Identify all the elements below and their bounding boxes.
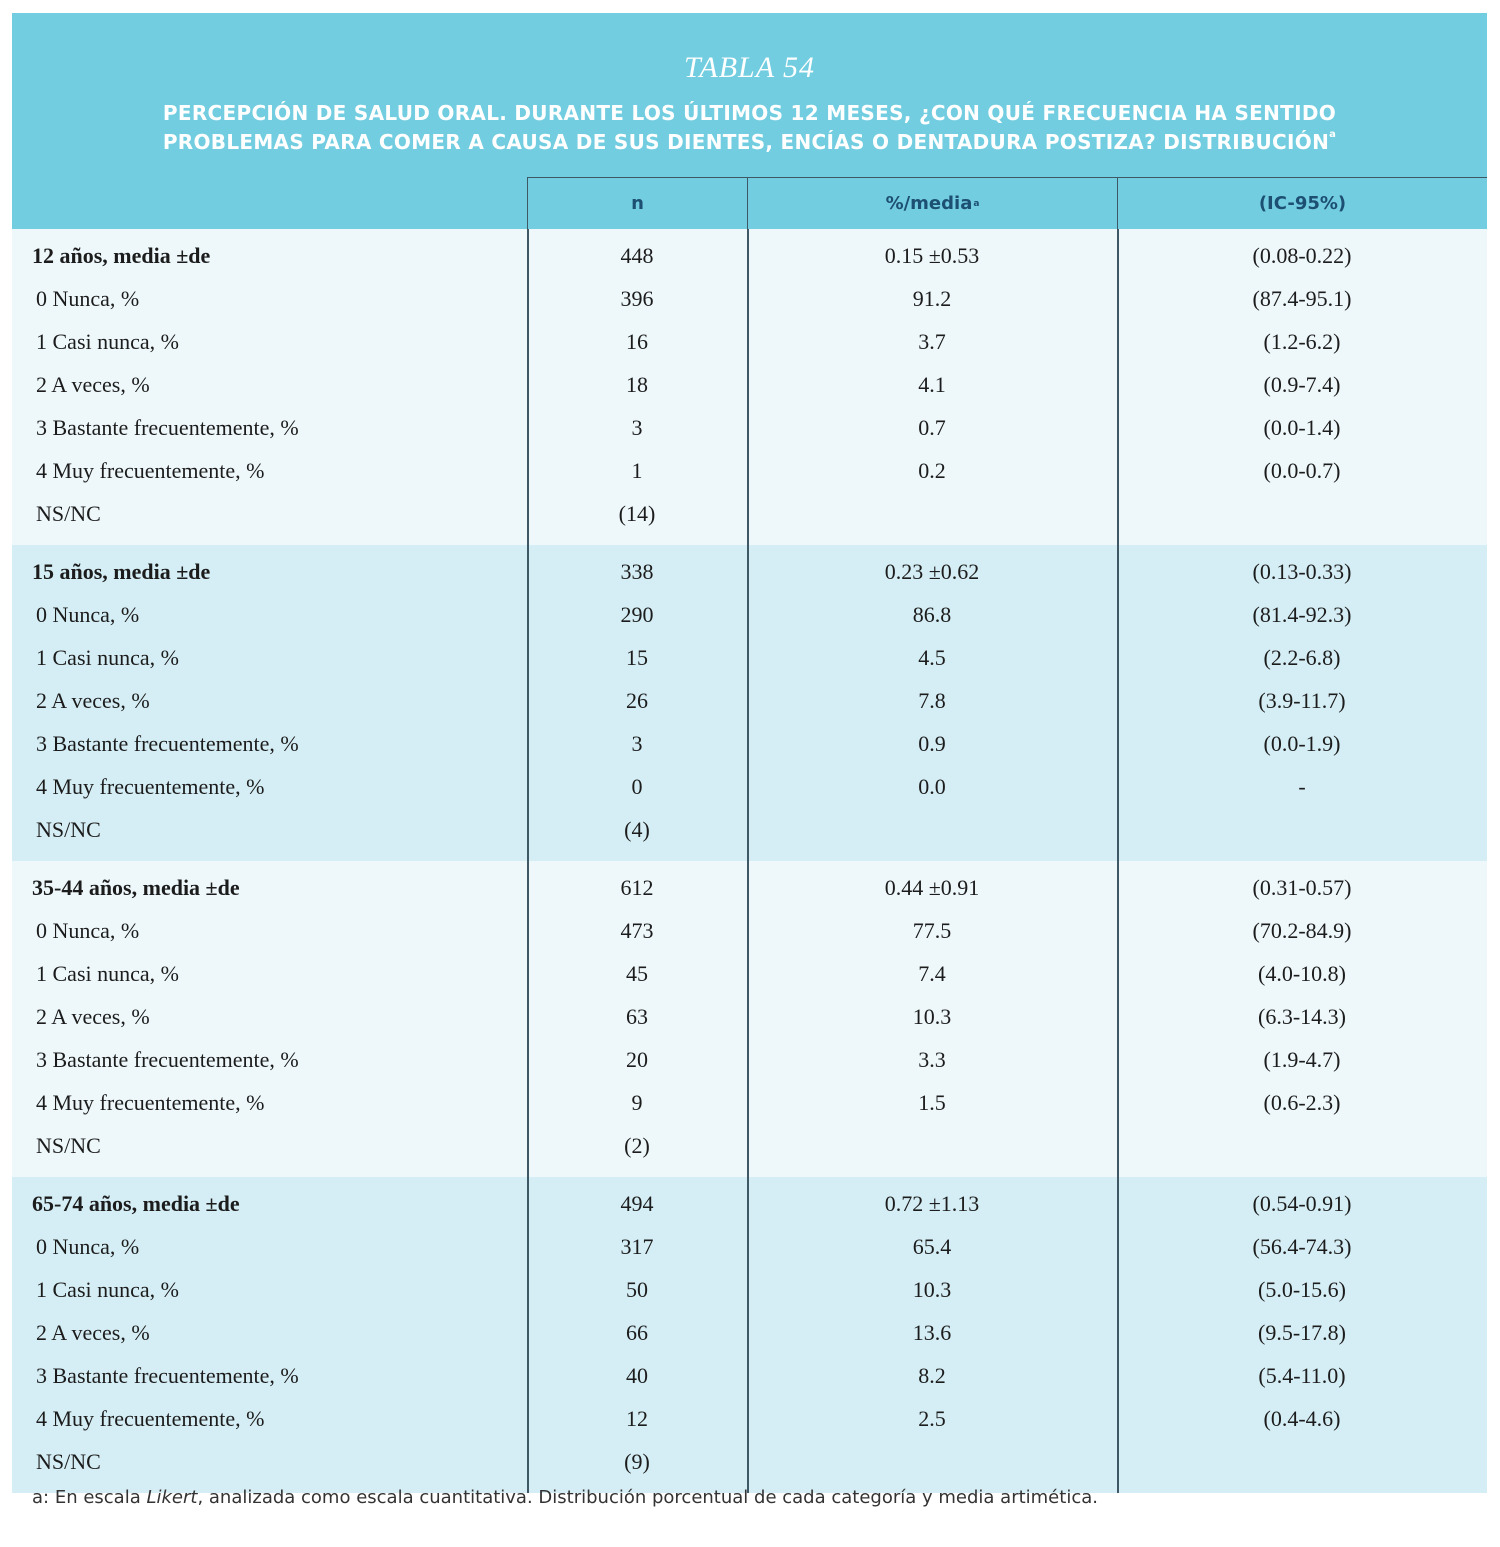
cell-pct: 86.8	[912, 602, 952, 627]
cell-n: (9)	[624, 1449, 650, 1474]
cell-ci: -	[1298, 774, 1306, 799]
cell-ci: (0.31-0.57)	[1252, 875, 1352, 900]
cell-n: 448	[620, 243, 654, 268]
table-row	[12, 1081, 1487, 1124]
column-divider	[1117, 229, 1119, 1493]
cell-ci: (1.2-6.2)	[1263, 329, 1341, 354]
row-label: 4 Muy frecuentemente, %	[36, 774, 265, 799]
cell-ci: (87.4-95.1)	[1252, 286, 1352, 311]
cell-n: 317	[620, 1234, 654, 1259]
table-row	[12, 765, 1487, 808]
table-row	[12, 1268, 1487, 1311]
cell-n: 3	[631, 415, 643, 440]
column-header-pct: %/media a	[747, 177, 1117, 229]
row-label: 0 Nunca, %	[36, 286, 140, 311]
row-label: 3 Bastante frecuentemente, %	[36, 1047, 299, 1072]
table-row	[12, 1225, 1487, 1268]
cell-pct: 10.3	[912, 1004, 952, 1029]
cell-n: 40	[626, 1363, 648, 1388]
cell-pct: 0.72 ±1.13	[884, 1191, 980, 1216]
cell-n: 18	[626, 372, 648, 397]
cell-n: 45	[626, 961, 648, 986]
cell-n: 9	[631, 1090, 643, 1115]
cell-n: (2)	[624, 1133, 650, 1158]
cell-pct: 0.0	[918, 774, 946, 799]
row-label: 0 Nunca, %	[36, 1234, 140, 1259]
table-row	[12, 679, 1487, 722]
cell-n: (14)	[618, 501, 656, 526]
table-title	[52, 99, 1447, 157]
cell-n: (4)	[624, 817, 650, 842]
cell-pct: 0.2	[918, 458, 946, 483]
table-row	[12, 406, 1487, 449]
table-row	[12, 722, 1487, 765]
table-row	[12, 1354, 1487, 1397]
table-row	[12, 277, 1487, 320]
cell-pct: 3.3	[918, 1047, 946, 1072]
column-header-ci: (IC-95%)	[1117, 177, 1487, 229]
cell-n: 16	[626, 329, 648, 354]
table-row	[12, 1440, 1487, 1483]
title-footnote-mark: a	[1329, 129, 1337, 140]
cell-ci: (5.0-15.6)	[1258, 1277, 1346, 1302]
cell-pct: 8.2	[918, 1363, 946, 1388]
table-row	[12, 492, 1487, 535]
table-row	[12, 545, 1487, 593]
row-label: 0 Nunca, %	[36, 918, 140, 943]
table-row	[12, 861, 1487, 909]
table-section	[12, 1177, 1487, 1493]
title-line-1: PERCEPCIÓN DE SALUD ORAL. DURANTE LOS ÚLTIMOS 12 MESES, ¿CON QUÉ FRECUENCIA HA SENTIDO	[162, 101, 1337, 125]
row-label: 2 A veces, %	[36, 1320, 150, 1345]
cell-ci: (56.4-74.3)	[1252, 1234, 1352, 1259]
footnote-italic: Likert	[146, 1487, 198, 1508]
cell-pct: 0.44 ±0.91	[884, 875, 980, 900]
cell-n: 3	[631, 731, 643, 756]
cell-pct: 0.15 ±0.53	[884, 243, 980, 268]
table-row	[12, 995, 1487, 1038]
cell-pct: 2.5	[918, 1406, 946, 1431]
table-row	[12, 449, 1487, 492]
cell-ci: (9.5-17.8)	[1258, 1320, 1346, 1345]
row-label: 4 Muy frecuentemente, %	[36, 458, 265, 483]
cell-n: 26	[626, 688, 648, 713]
title-line-2: PROBLEMAS PARA COMER A CAUSA DE SUS DIENTES, ENCÍAS O DENTADURA POSTIZA? DISTRIBUCIÓN	[162, 130, 1330, 154]
row-label: 4 Muy frecuentemente, %	[36, 1090, 265, 1115]
cell-ci: (0.54-0.91)	[1252, 1191, 1352, 1216]
table-row	[12, 909, 1487, 952]
table-row	[12, 1311, 1487, 1354]
row-label: 2 A veces, %	[36, 1004, 150, 1029]
cell-pct: 3.7	[918, 329, 946, 354]
row-label: 1 Casi nunca, %	[36, 645, 179, 670]
table-row	[12, 320, 1487, 363]
data-table	[12, 13, 1487, 1493]
cell-pct: 65.4	[912, 1234, 952, 1259]
cell-pct: 77.5	[912, 918, 952, 943]
row-label: 35-44 años, media ±de	[32, 875, 240, 900]
cell-pct: 10.3	[912, 1277, 952, 1302]
row-label: 2 A veces, %	[36, 372, 150, 397]
table-row	[12, 1177, 1487, 1225]
column-header-n: n	[527, 177, 747, 229]
cell-pct: 0.23 ±0.62	[884, 559, 980, 584]
row-label: 15 años, media ±de	[32, 559, 211, 584]
cell-ci: (0.0-1.4)	[1263, 415, 1341, 440]
cell-ci: (3.9-11.7)	[1258, 688, 1346, 713]
cell-ci: (0.6-2.3)	[1263, 1090, 1341, 1115]
cell-pct: 0.7	[918, 415, 946, 440]
cell-ci: (2.2-6.8)	[1263, 645, 1341, 670]
row-label: NS/NC	[36, 501, 101, 526]
table-row	[12, 636, 1487, 679]
table-row	[12, 1397, 1487, 1440]
cell-ci: (5.4-11.0)	[1258, 1363, 1346, 1388]
row-label: 1 Casi nunca, %	[36, 329, 179, 354]
table-section	[12, 229, 1487, 545]
table-row	[12, 1038, 1487, 1081]
cell-pct: 13.6	[912, 1320, 952, 1345]
table-label: TABLA 54	[683, 51, 816, 84]
row-label: 12 años, media ±de	[32, 243, 211, 268]
row-label: 2 A veces, %	[36, 688, 150, 713]
cell-ci: (70.2-84.9)	[1252, 918, 1352, 943]
row-label: 65-74 años, media ±de	[32, 1191, 240, 1216]
cell-n: 63	[626, 1004, 648, 1029]
row-label: NS/NC	[36, 817, 101, 842]
cell-n: 20	[626, 1047, 648, 1072]
footnote: a: En escala Likert, analizada como escala cuantitativa. Distribución porcentual de cada categoría y media artimética.	[32, 1487, 1098, 1508]
cell-pct: 4.5	[918, 645, 946, 670]
cell-pct: 7.8	[918, 688, 946, 713]
table-row	[12, 593, 1487, 636]
cell-ci: (6.3-14.3)	[1258, 1004, 1346, 1029]
row-label: 3 Bastante frecuentemente, %	[36, 415, 299, 440]
cell-n: 290	[620, 602, 654, 627]
table-section	[12, 545, 1487, 861]
row-label: 0 Nunca, %	[36, 602, 140, 627]
cell-pct: 4.1	[918, 372, 946, 397]
row-label: NS/NC	[36, 1133, 101, 1158]
cell-n: 612	[620, 875, 654, 900]
cell-pct: 1.5	[918, 1090, 946, 1115]
cell-n: 396	[620, 286, 654, 311]
cell-n: 494	[620, 1191, 654, 1216]
cell-n: 15	[626, 645, 648, 670]
table-header	[12, 13, 1487, 229]
cell-ci: (0.08-0.22)	[1252, 243, 1352, 268]
cell-ci: (0.0-1.9)	[1263, 731, 1341, 756]
cell-n: 338	[620, 559, 654, 584]
row-label: NS/NC	[36, 1449, 101, 1474]
table-body	[12, 229, 1487, 1493]
table-row	[12, 229, 1487, 277]
cell-ci: (0.9-7.4)	[1263, 372, 1341, 397]
cell-ci: (1.9-4.7)	[1263, 1047, 1341, 1072]
row-label: 4 Muy frecuentemente, %	[36, 1406, 265, 1431]
cell-ci: (4.0-10.8)	[1258, 961, 1346, 986]
cell-n: 0	[631, 774, 643, 799]
table-row	[12, 1124, 1487, 1167]
cell-pct: 91.2	[912, 286, 952, 311]
table-row	[12, 808, 1487, 851]
cell-n: 1	[631, 458, 643, 483]
cell-n: 473	[620, 918, 654, 943]
cell-pct: 0.9	[918, 731, 946, 756]
table-row	[12, 363, 1487, 406]
row-label: 1 Casi nunca, %	[36, 1277, 179, 1302]
cell-ci: (0.4-4.6)	[1263, 1406, 1341, 1431]
cell-n: 66	[626, 1320, 648, 1345]
row-label: 3 Bastante frecuentemente, %	[36, 731, 299, 756]
column-divider	[527, 229, 529, 1493]
row-label: 3 Bastante frecuentemente, %	[36, 1363, 299, 1388]
cell-pct: 7.4	[918, 961, 946, 986]
table-row	[12, 952, 1487, 995]
table-section	[12, 861, 1487, 1177]
cell-ci: (0.13-0.33)	[1252, 559, 1352, 584]
cell-ci: (0.0-0.7)	[1263, 458, 1341, 483]
cell-n: 12	[626, 1406, 648, 1431]
column-divider	[747, 229, 749, 1493]
row-label: 1 Casi nunca, %	[36, 961, 179, 986]
cell-ci: (81.4-92.3)	[1252, 602, 1352, 627]
cell-n: 50	[626, 1277, 648, 1302]
